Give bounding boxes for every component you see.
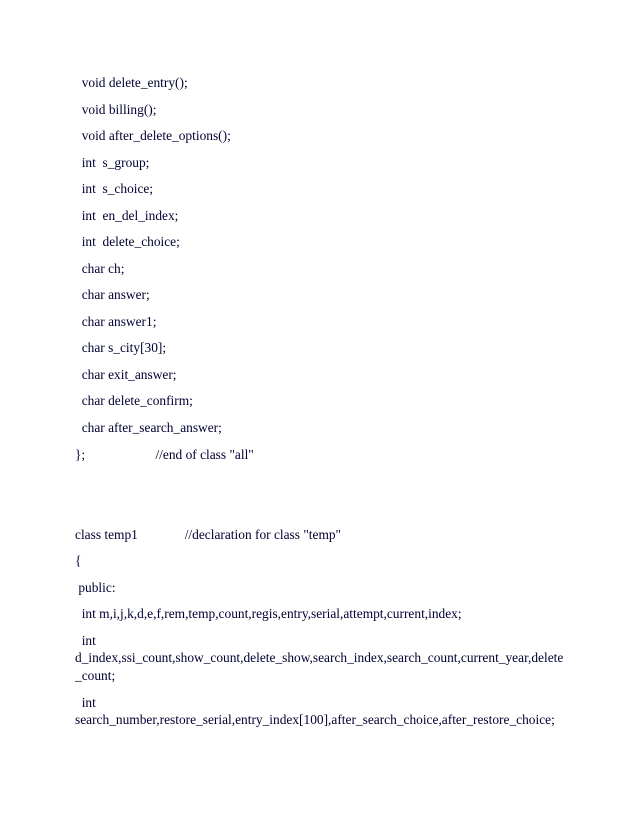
code-line: int s_group;: [75, 155, 150, 170]
code-line: {: [75, 553, 82, 568]
code-line: int: [75, 695, 96, 710]
code-line: int m,i,j,k,d,e,f,rem,temp,count,regis,entry,serial,attempt,current,index;: [75, 606, 462, 621]
code-line: int delete_choice;: [75, 234, 180, 249]
code-line: int en_del_index;: [75, 208, 179, 223]
code-line: char s_city[30];: [75, 340, 167, 355]
code-line: class temp1 //declaration for class "temp": [75, 527, 342, 542]
code-line: void delete_entry();: [75, 75, 188, 90]
code-line: int s_choice;: [75, 181, 154, 196]
code-line: char delete_confirm;: [75, 393, 193, 408]
code-line: d_index,ssi_count,show_count,delete_show,search_index,search_count,current_year,delete_count;: [75, 650, 564, 683]
code-line: void billing();: [75, 102, 157, 117]
code-line: public:: [75, 580, 116, 595]
code-line: char answer;: [75, 287, 150, 302]
code-line: void after_delete_options();: [75, 128, 231, 143]
code-line: char after_search_answer;: [75, 420, 222, 435]
code-line: }; //end of class "all": [75, 447, 254, 462]
code-line: char answer1;: [75, 314, 157, 329]
code-line: search_number,restore_serial,entry_index[100],after_search_choice,after_restore_choice;: [75, 712, 555, 727]
code-line: char exit_answer;: [75, 367, 177, 382]
code-line: int: [75, 633, 96, 648]
code-line: char ch;: [75, 261, 125, 276]
